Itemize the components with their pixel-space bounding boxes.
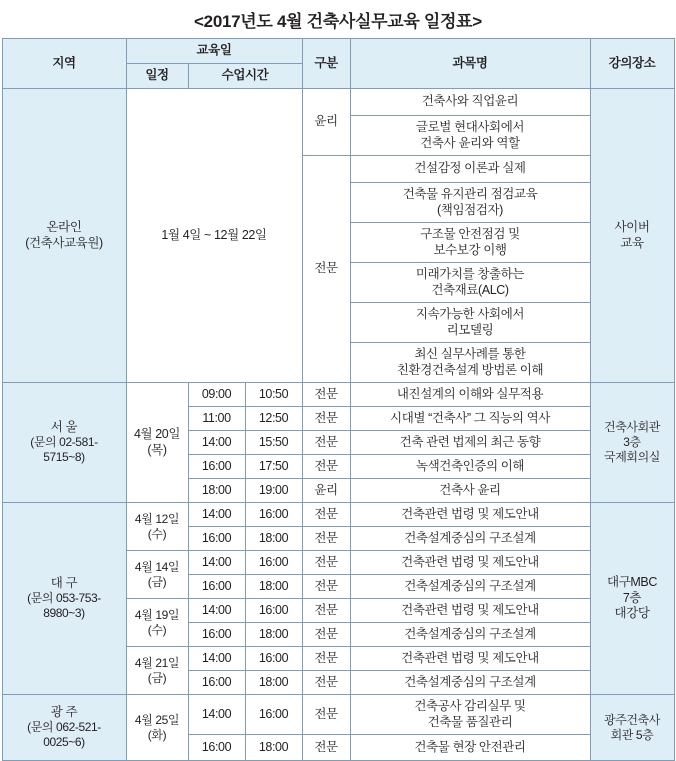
subject: 시대별 “건축사” 그 직능의 역사: [350, 407, 590, 431]
subject: 건축설계중심의 구조설계: [350, 623, 590, 647]
date-daegu-3: [126, 599, 188, 647]
region-gwangju-line3: 0025~6): [43, 735, 85, 750]
time-end: 18:00: [245, 575, 302, 599]
place-daegu-line3: 대강당: [614, 606, 650, 621]
time-end: 18:00: [245, 735, 302, 761]
table-row: [2, 503, 674, 527]
col-header-region: 지역: [2, 39, 126, 89]
subject-online-7-line2: 리모델링: [446, 322, 494, 337]
subject-online-7: [350, 303, 590, 343]
time-end: 16:00: [245, 647, 302, 671]
region-daegu-line2: (문의 053-753-: [27, 591, 101, 606]
subject-online-4-line1: 건축물 유지관리 점검교육: [402, 186, 538, 201]
time-start: 14:00: [188, 503, 245, 527]
time-end: 18:00: [245, 527, 302, 551]
col-header-schedule: 일정: [126, 64, 188, 89]
date-daegu-1-line2: (수): [147, 526, 167, 541]
gubun: 전문: [302, 383, 350, 407]
subject-online-6: [350, 263, 590, 303]
time-start: 16:00: [188, 623, 245, 647]
place-daegu-line2: 7층: [622, 590, 642, 605]
subject-gwangju-1-line2: 건축물 품질관리: [427, 714, 513, 729]
gubun: 전문: [302, 503, 350, 527]
subject: 건축설계중심의 구조설계: [350, 671, 590, 695]
subject: 건축관련 법령 및 제도안내: [350, 599, 590, 623]
subject-online-5-line1: 구조물 안전점검 및: [420, 226, 520, 241]
region-daegu: [2, 503, 126, 695]
header-row-1: [2, 39, 674, 64]
gubun-online-pro: 전문: [302, 156, 350, 383]
date-daegu-1-line1: 4월 12일: [134, 511, 180, 526]
gubun: 윤리: [302, 479, 350, 503]
time-start: 14:00: [188, 431, 245, 455]
subject: 건축 관련 법제의 최근 동향: [350, 431, 590, 455]
gubun: 전문: [302, 671, 350, 695]
date-daegu-3-line2: (수): [147, 622, 167, 637]
date-daegu-4-line1: 4월 21일: [134, 655, 180, 670]
subject-online-5: [350, 223, 590, 263]
time-start: 14:00: [188, 551, 245, 575]
place-seoul-line2: 3층: [623, 435, 641, 449]
region-daegu-line3: 8980~3): [43, 606, 85, 621]
region-gwangju-line2: (문의 062-521-: [27, 720, 101, 735]
date-gwangju: [126, 695, 188, 761]
time-end: 16:00: [245, 695, 302, 735]
date-seoul-line1: 4월 20일: [133, 426, 181, 441]
gubun: 전문: [302, 551, 350, 575]
col-header-edu-day: 교육일: [126, 39, 302, 64]
table-row: [2, 695, 674, 735]
region-seoul-line2: (문의 02-581-: [30, 435, 98, 450]
time-end: 15:50: [245, 431, 302, 455]
online-period: 1월 4일 ~ 12월 22일: [126, 89, 302, 383]
time-end: 16:00: [245, 503, 302, 527]
place-seoul-line3: 국제회의실: [604, 450, 660, 464]
col-header-class-time: 수업시간: [188, 64, 302, 89]
subject: 건축설계중심의 구조설계: [350, 575, 590, 599]
gubun: 전문: [302, 647, 350, 671]
region-daegu-line1: 대 구: [50, 575, 78, 590]
gubun: 전문: [302, 599, 350, 623]
time-end: 12:50: [245, 407, 302, 431]
subject: 건축물 현장 안전관리: [350, 735, 590, 761]
time-start: 11:00: [188, 407, 245, 431]
region-seoul-line3: 5715~8): [43, 450, 85, 465]
subject: 건축관련 법령 및 제도안내: [350, 503, 590, 527]
table-body: [2, 89, 674, 761]
subject: 내진설계의 이해와 실무적용: [350, 383, 590, 407]
subject: 녹색건축인증의 이해: [350, 455, 590, 479]
time-start: 16:00: [188, 527, 245, 551]
gubun: 전문: [302, 431, 350, 455]
subject-online-1: 건축사와 직업윤리: [350, 89, 590, 116]
subject-online-5-line2: 보수보강 이행: [433, 242, 507, 257]
page-title: <2017년도 4월 건축사실무교육 일정표>: [194, 12, 482, 31]
time-start: 16:00: [188, 671, 245, 695]
subject: [350, 695, 590, 735]
date-daegu-2-line2: (금): [147, 574, 167, 589]
col-header-subject: 과목명: [350, 39, 590, 89]
gubun: 전문: [302, 735, 350, 761]
subject-online-6-line1: 미래가치를 창출하는: [415, 266, 525, 281]
time-end: 19:00: [245, 479, 302, 503]
subject-online-2-line2: 건축사 윤리와 역할: [420, 135, 520, 150]
place-daegu: [590, 503, 674, 695]
subject: 건축설계중심의 구조설계: [350, 527, 590, 551]
place-online-line2: 교육: [620, 235, 644, 250]
subject: 건축사 윤리: [350, 479, 590, 503]
col-header-place: 강의장소: [590, 39, 674, 89]
subject-online-2: [350, 116, 590, 156]
date-daegu-2-line1: 4월 14일: [134, 559, 180, 574]
gubun: 전문: [302, 695, 350, 735]
col-header-gubun: 구분: [302, 39, 350, 89]
gubun-online-ethics: 윤리: [302, 89, 350, 156]
time-end: 17:50: [245, 455, 302, 479]
region-online-line2: (건축사교육원): [25, 235, 103, 250]
time-end: 16:00: [245, 551, 302, 575]
region-online: [2, 89, 126, 383]
region-gwangju-line1: 광 주: [50, 704, 78, 719]
subject-online-8-line2: 친환경건축설계 방법론 이해: [396, 362, 544, 377]
time-end: 18:00: [245, 671, 302, 695]
subject-online-2-line1: 글로벌 현대사회에서: [415, 119, 525, 134]
region-online-line1: 온라인: [46, 219, 82, 234]
gubun: 전문: [302, 407, 350, 431]
date-daegu-3-line1: 4월 19일: [134, 607, 180, 622]
subject: 건축관련 법령 및 제도안내: [350, 647, 590, 671]
gubun: 전문: [302, 623, 350, 647]
subject-online-8: [350, 343, 590, 383]
time-start: 16:00: [188, 735, 245, 761]
subject-online-3: 건설감정 이론과 실제: [350, 156, 590, 183]
table-row: [2, 89, 674, 116]
subject-online-4: [350, 183, 590, 223]
place-online-line1: 사이버: [614, 219, 650, 234]
subject-online-7-line1: 지속가능한 사회에서: [415, 306, 525, 321]
subject-gwangju-1-line1: 건축공사 감리실무 및: [414, 698, 526, 713]
schedule-table: [2, 38, 675, 761]
time-start: 14:00: [188, 599, 245, 623]
subject: 건축관련 법령 및 제도안내: [350, 551, 590, 575]
place-daegu-line1: 대구MBC: [607, 575, 657, 590]
place-seoul: [590, 383, 674, 503]
gubun: 전문: [302, 455, 350, 479]
region-seoul: [2, 383, 126, 503]
date-gwangju-line2: (화): [147, 727, 167, 742]
date-gwangju-line1: 4월 25일: [134, 712, 180, 727]
subject-online-8-line1: 최신 실무사례를 통한: [414, 346, 526, 361]
region-gwangju: [2, 695, 126, 761]
table-row: [2, 383, 674, 407]
date-daegu-4: [126, 647, 188, 695]
place-seoul-line1: 건축사회관: [604, 420, 660, 434]
time-start: 14:00: [188, 695, 245, 735]
subject-online-4-line2: (책임점검자): [437, 202, 503, 217]
time-start: 16:00: [188, 575, 245, 599]
date-daegu-2: [126, 551, 188, 599]
time-start: 16:00: [188, 455, 245, 479]
date-seoul: [126, 383, 188, 503]
place-gwangju-line1: 광주건축사: [604, 712, 660, 727]
time-end: 16:00: [245, 599, 302, 623]
time-start: 18:00: [188, 479, 245, 503]
subject-online-6-line2: 건축재료(ALC): [431, 282, 509, 297]
date-daegu-4-line2: (금): [147, 670, 167, 685]
time-end: 18:00: [245, 623, 302, 647]
place-online: [590, 89, 674, 383]
place-gwangju: [590, 695, 674, 761]
date-seoul-line2: (목): [147, 442, 167, 457]
place-gwangju-line2: 회관 5층: [610, 727, 654, 742]
time-start: 09:00: [188, 383, 245, 407]
time-start: 14:00: [188, 647, 245, 671]
table-head: [2, 39, 674, 89]
gubun: 전문: [302, 527, 350, 551]
region-seoul-line1: 서 울: [50, 419, 78, 434]
date-daegu-1: [126, 503, 188, 551]
time-end: 10:50: [245, 383, 302, 407]
gubun: 전문: [302, 575, 350, 599]
